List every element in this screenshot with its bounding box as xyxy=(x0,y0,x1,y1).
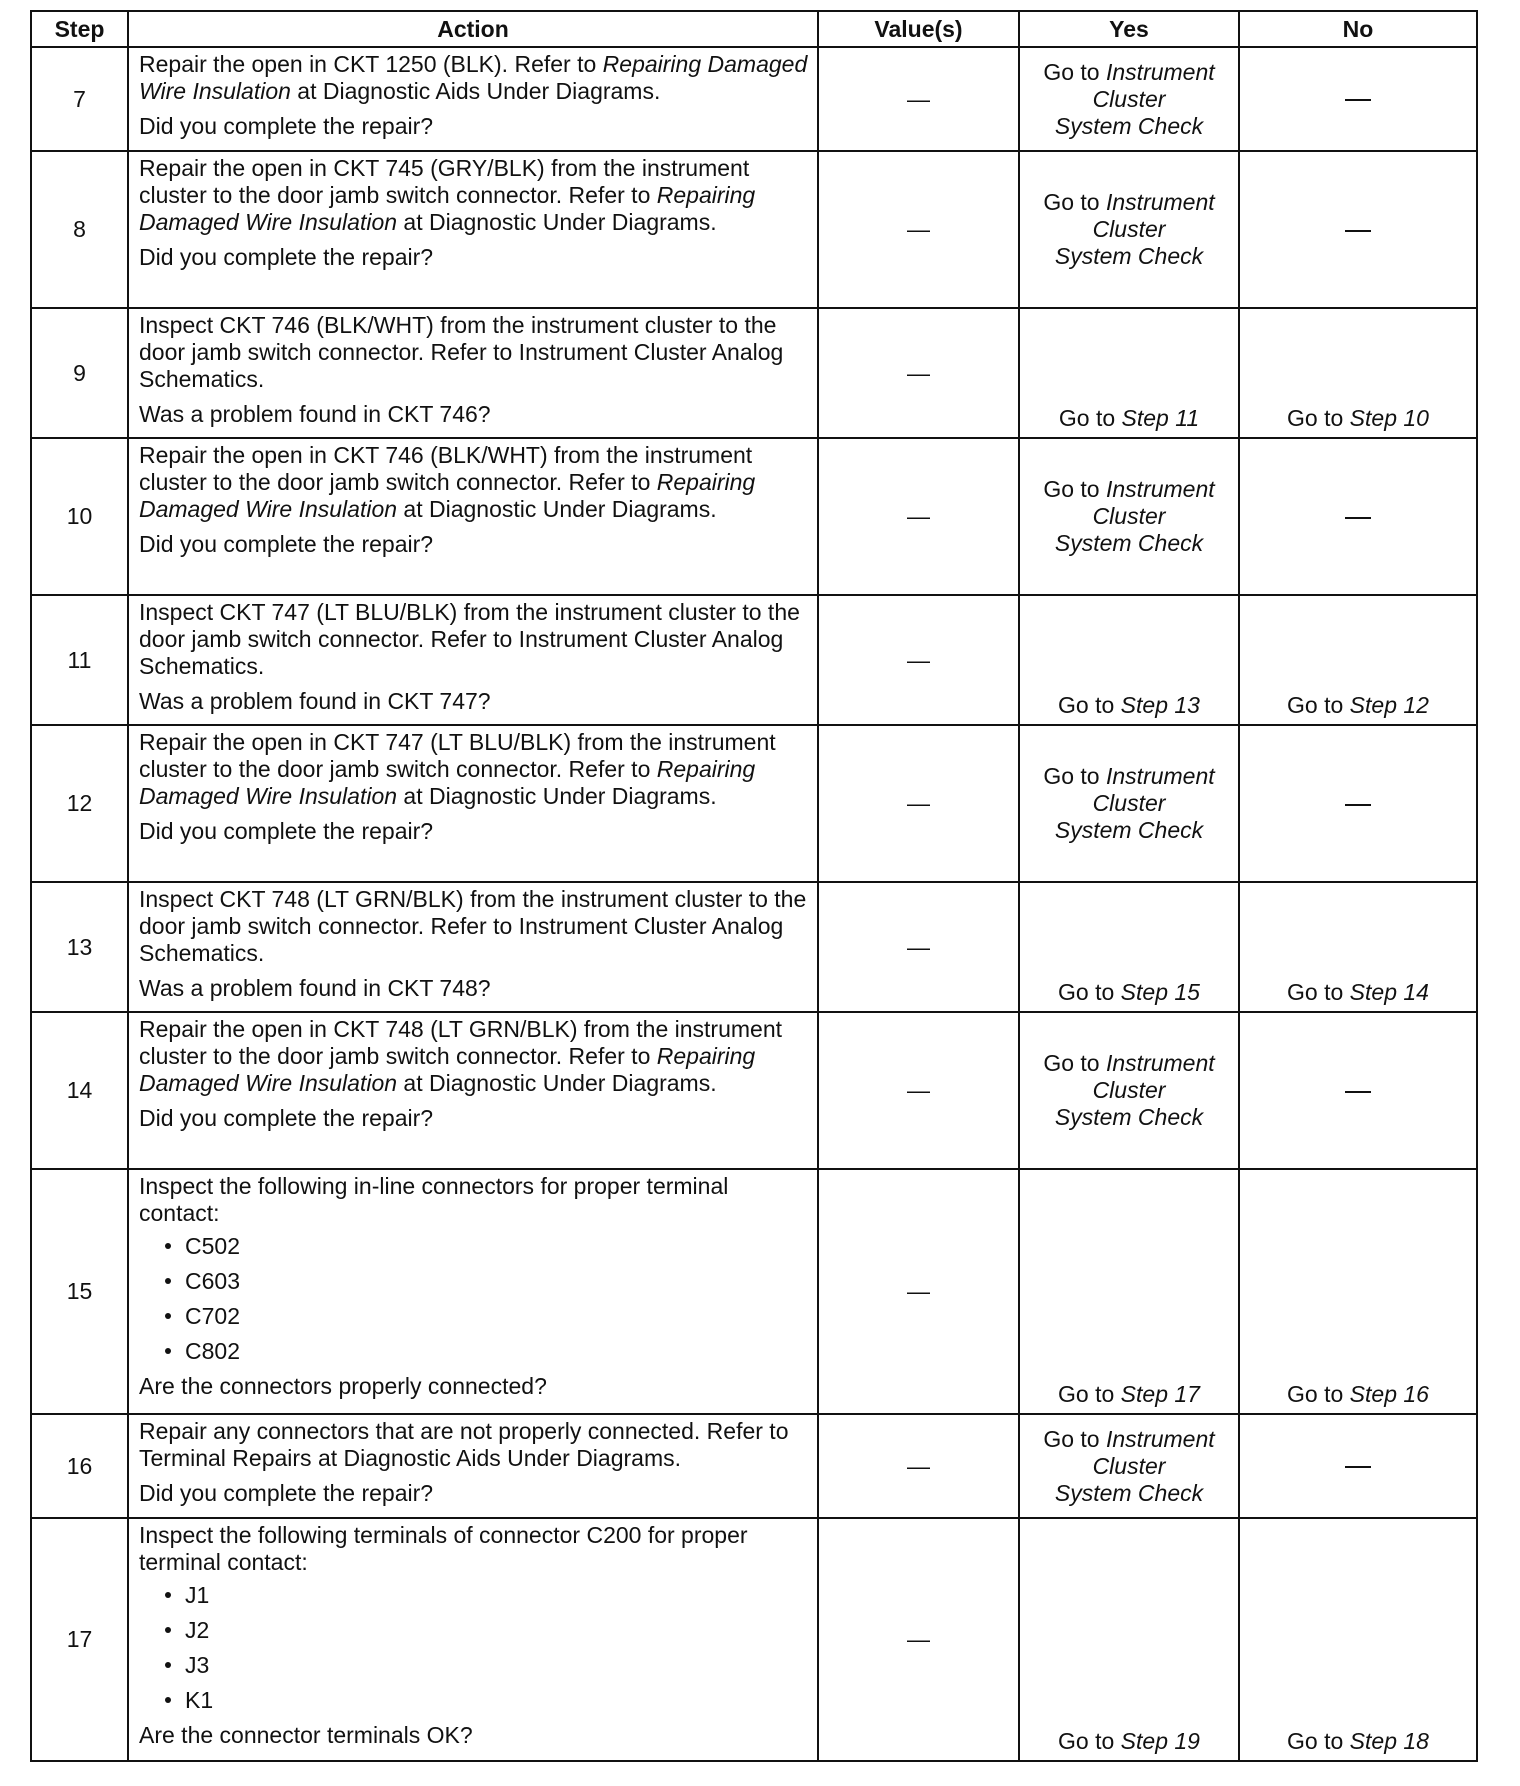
value-text: — xyxy=(907,1452,930,1479)
table-row xyxy=(31,1518,1477,1761)
table-row xyxy=(31,308,1477,438)
bullet-icon xyxy=(165,1627,171,1633)
yes-line-3[interactable]: System Check xyxy=(1054,1104,1204,1130)
yes-step-link[interactable]: Step 13 xyxy=(1120,692,1200,718)
yes-line-3[interactable]: System Check xyxy=(1054,817,1204,843)
yes-cell xyxy=(1019,47,1239,151)
yes-cell xyxy=(1019,308,1239,438)
no-step-link[interactable]: Step 18 xyxy=(1349,1728,1429,1754)
yes-line-2[interactable]: Cluster xyxy=(1092,85,1166,112)
table-row xyxy=(31,595,1477,725)
no-cell xyxy=(1239,308,1477,438)
yes-cell xyxy=(1019,438,1239,595)
action-text: at Diagnostic Under Diagrams. xyxy=(397,496,717,522)
yes-go-to: Go to xyxy=(1043,763,1106,789)
action-cell xyxy=(128,1414,818,1518)
dash-icon xyxy=(1345,804,1371,806)
step-cell: 15 xyxy=(31,1169,128,1414)
yes-link[interactable]: Instrument xyxy=(1106,763,1215,789)
diagnostic-table-container xyxy=(30,10,1478,1762)
no-go-to: Go to xyxy=(1287,405,1350,431)
header-action: Action xyxy=(128,11,818,47)
table-row xyxy=(31,1414,1477,1518)
yes-go-to: Go to xyxy=(1043,189,1106,215)
action-question: Did you complete the repair? xyxy=(139,244,434,270)
table-row xyxy=(31,151,1477,308)
bullet-text: K1 xyxy=(185,1687,214,1713)
value-cell xyxy=(818,1518,1019,1761)
header-row xyxy=(31,11,1477,47)
yes-step-link[interactable]: Step 17 xyxy=(1120,1381,1200,1407)
yes-go-to: Go to xyxy=(1058,1381,1121,1407)
no-cell xyxy=(1239,1169,1477,1414)
action-text: at Diagnostic Aids Under Diagrams. xyxy=(290,78,661,104)
action-cell xyxy=(128,308,818,438)
step-cell: 16 xyxy=(31,1414,128,1518)
yes-line-2[interactable]: Cluster xyxy=(1092,1452,1166,1479)
list-item xyxy=(165,1617,811,1644)
value-cell xyxy=(818,1169,1019,1414)
action-cell xyxy=(128,151,818,308)
yes-go-to: Go to xyxy=(1058,692,1121,718)
bullet-text: C502 xyxy=(185,1233,240,1259)
action-question: Did you complete the repair? xyxy=(139,113,434,139)
action-reference: Repairing Damaged Wire Insulation xyxy=(139,182,756,235)
table-row xyxy=(31,882,1477,1012)
list-item xyxy=(165,1582,811,1609)
action-instruction xyxy=(139,1173,811,1227)
action-question: Was a problem found in CKT 748? xyxy=(139,975,491,1001)
table-row xyxy=(31,438,1477,595)
action-cell xyxy=(128,1518,818,1761)
action-question: Did you complete the repair? xyxy=(139,818,434,844)
yes-line-1[interactable] xyxy=(1021,1426,1237,1453)
yes-line-1[interactable] xyxy=(1021,189,1237,216)
action-reference: Repairing Damaged Wire Insulation xyxy=(139,756,756,809)
yes-cell xyxy=(1019,1414,1239,1518)
no-cell xyxy=(1239,725,1477,882)
action-instruction xyxy=(139,599,811,680)
action-cell xyxy=(128,1012,818,1169)
action-instruction xyxy=(139,1522,811,1576)
yes-link[interactable]: Instrument xyxy=(1106,189,1215,215)
value-text: — xyxy=(907,1077,930,1103)
list-item xyxy=(165,1268,811,1295)
bullet-icon xyxy=(165,1243,171,1249)
yes-cell xyxy=(1019,725,1239,882)
table-row xyxy=(31,47,1477,151)
bullet-icon xyxy=(165,1697,171,1703)
yes-link[interactable]: Instrument xyxy=(1106,476,1215,502)
step-cell: 13 xyxy=(31,882,128,1012)
diagnostic-table xyxy=(30,10,1478,1762)
value-text: — xyxy=(907,790,930,816)
no-cell xyxy=(1239,1518,1477,1761)
action-cell xyxy=(128,1169,818,1414)
value-cell xyxy=(818,438,1019,595)
bullet-icon xyxy=(165,1348,171,1354)
action-text: Inspect CKT 748 (LT GRN/BLK) from the instrument cluster to the door jamb switch connector. Refer to Instrument Cluster Analog Schematics. xyxy=(139,886,807,966)
value-cell xyxy=(818,308,1019,438)
value-cell xyxy=(818,151,1019,308)
action-reference: Repairing Damaged Wire Insulation xyxy=(139,469,756,522)
yes-line-3[interactable]: System Check xyxy=(1054,1479,1204,1506)
step-cell: 11 xyxy=(31,595,128,725)
list-item xyxy=(165,1338,811,1365)
action-question: Are the connectors properly connected? xyxy=(139,1373,547,1399)
yes-line-1[interactable] xyxy=(1021,476,1237,503)
action-cell xyxy=(128,438,818,595)
action-question: Did you complete the repair? xyxy=(139,1105,434,1131)
action-reference: Repairing Damaged Wire Insulation xyxy=(139,1043,756,1096)
value-cell xyxy=(818,1414,1019,1518)
no-cell xyxy=(1239,1012,1477,1169)
bullet-icon xyxy=(165,1313,171,1319)
bullet-icon xyxy=(165,1278,171,1284)
action-instruction xyxy=(139,1418,811,1472)
action-question: Did you complete the repair? xyxy=(139,531,434,557)
bullet-icon xyxy=(165,1592,171,1598)
no-cell xyxy=(1239,151,1477,308)
yes-step-link[interactable]: Step 15 xyxy=(1120,979,1200,1005)
action-cell xyxy=(128,595,818,725)
action-text: Repair the open in CKT 747 (LT BLU/BLK) from the instrument cluster to the door jamb switch connector. Refer to xyxy=(139,729,776,782)
dash-icon xyxy=(1345,230,1371,232)
no-step-link[interactable]: Step 10 xyxy=(1349,405,1429,431)
yes-cell xyxy=(1019,595,1239,725)
action-cell xyxy=(128,725,818,882)
action-instruction xyxy=(139,442,811,523)
bullet-icon xyxy=(165,1662,171,1668)
action-cell xyxy=(128,47,818,151)
action-question: Was a problem found in CKT 747? xyxy=(139,688,491,714)
action-question: Did you complete the repair? xyxy=(139,1480,434,1506)
step-cell: 17 xyxy=(31,1518,128,1761)
yes-cell xyxy=(1019,882,1239,1012)
action-instruction xyxy=(139,886,811,967)
yes-go-to: Go to xyxy=(1043,1050,1106,1076)
action-text: at Diagnostic Under Diagrams. xyxy=(397,783,717,809)
no-step-link[interactable]: Step 12 xyxy=(1349,692,1429,718)
no-go-to: Go to xyxy=(1287,979,1350,1005)
bullet-text: C603 xyxy=(185,1268,240,1294)
yes-cell xyxy=(1019,151,1239,308)
yes-line-1[interactable] xyxy=(1021,59,1237,86)
yes-link[interactable]: Instrument xyxy=(1106,1050,1215,1076)
bullet-text: C702 xyxy=(185,1303,240,1329)
yes-line-3[interactable]: System Check xyxy=(1054,112,1204,139)
action-text: Repair the open in CKT 745 (GRY/BLK) from the instrument cluster to the door jamb switch connector. Refer to xyxy=(139,155,750,208)
yes-line-1[interactable] xyxy=(1021,763,1237,790)
action-instruction xyxy=(139,1016,811,1097)
value-cell xyxy=(818,47,1019,151)
yes-cell xyxy=(1019,1012,1239,1169)
yes-line-3[interactable]: System Check xyxy=(1054,530,1204,556)
header-no: No xyxy=(1239,11,1477,47)
action-question: Are the connector terminals OK? xyxy=(139,1722,473,1748)
yes-line-2[interactable]: Cluster xyxy=(1092,790,1166,816)
action-text: at Diagnostic Under Diagrams. xyxy=(397,1070,717,1096)
yes-cell xyxy=(1019,1518,1239,1761)
step-cell: 9 xyxy=(31,308,128,438)
action-text: Inspect the following in-line connectors for proper terminal contact: xyxy=(139,1173,729,1226)
action-instruction xyxy=(139,155,811,236)
table-row xyxy=(31,725,1477,882)
action-bullet-list xyxy=(139,1233,811,1365)
action-instruction xyxy=(139,51,811,105)
action-text: Inspect the following terminals of connector C200 for proper terminal contact: xyxy=(139,1522,748,1575)
no-go-to: Go to xyxy=(1287,1728,1350,1754)
yes-go-to: Go to xyxy=(1058,405,1122,431)
yes-line-1[interactable] xyxy=(1021,1050,1237,1077)
no-go-to: Go to xyxy=(1287,692,1350,718)
action-text: Repair the open in CKT 748 (LT GRN/BLK) from the instrument cluster to the door jamb switch connector. Refer to xyxy=(139,1016,783,1069)
value-text: — xyxy=(907,1626,930,1652)
step-cell: 8 xyxy=(31,151,128,308)
yes-step-link[interactable]: Step 19 xyxy=(1120,1728,1200,1754)
value-text: — xyxy=(907,85,930,112)
no-step-link[interactable]: Step 14 xyxy=(1349,979,1429,1005)
dash-icon xyxy=(1345,1466,1371,1468)
action-text: Repair the open in CKT 1250 (BLK). Refer to xyxy=(139,51,603,77)
step-cell: 14 xyxy=(31,1012,128,1169)
header-yes: Yes xyxy=(1019,11,1239,47)
dash-icon xyxy=(1345,99,1371,101)
action-instruction xyxy=(139,312,811,393)
no-step-link[interactable]: Step 16 xyxy=(1349,1381,1429,1407)
no-cell xyxy=(1239,47,1477,151)
list-item xyxy=(165,1303,811,1330)
bullet-text: J3 xyxy=(185,1652,210,1678)
yes-cell xyxy=(1019,1169,1239,1414)
yes-line-2[interactable]: Cluster xyxy=(1092,1077,1166,1103)
no-cell xyxy=(1239,595,1477,725)
no-cell xyxy=(1239,1414,1477,1518)
action-text: Inspect CKT 747 (LT BLU/BLK) from the instrument cluster to the door jamb switch connector. Refer to Instrument Cluster Analog Schematics. xyxy=(139,599,800,679)
value-text: — xyxy=(907,503,930,529)
list-item xyxy=(165,1652,811,1679)
no-cell xyxy=(1239,882,1477,1012)
yes-line-2[interactable]: Cluster xyxy=(1092,503,1166,529)
bullet-text: J2 xyxy=(185,1617,210,1643)
yes-step-link[interactable]: Step 11 xyxy=(1121,405,1200,431)
action-reference: Repairing Damaged Wire Insulation xyxy=(139,51,808,104)
value-text: — xyxy=(907,216,930,242)
yes-go-to: Go to xyxy=(1043,476,1106,502)
action-text: Repair the open in CKT 746 (BLK/WHT) from the instrument cluster to the door jamb switch connector. Refer to xyxy=(139,442,753,495)
table-body xyxy=(31,47,1477,1761)
yes-line-3[interactable]: System Check xyxy=(1054,243,1204,269)
header-step: Step xyxy=(31,11,128,47)
action-cell xyxy=(128,882,818,1012)
action-bullet-list xyxy=(139,1582,811,1714)
table-row xyxy=(31,1169,1477,1414)
header-value: Value(s) xyxy=(818,11,1019,47)
value-text: — xyxy=(907,359,930,386)
value-cell xyxy=(818,882,1019,1012)
step-cell: 7 xyxy=(31,47,128,151)
yes-link[interactable]: Instrument xyxy=(1106,58,1215,85)
list-item xyxy=(165,1687,811,1714)
action-instruction xyxy=(139,729,811,810)
step-cell: 10 xyxy=(31,438,128,595)
value-cell xyxy=(818,725,1019,882)
value-text: — xyxy=(907,933,930,960)
yes-go-to: Go to xyxy=(1058,979,1121,1005)
value-cell xyxy=(818,595,1019,725)
bullet-text: J1 xyxy=(185,1582,210,1608)
yes-line-2[interactable]: Cluster xyxy=(1092,216,1166,242)
dash-icon xyxy=(1345,517,1371,519)
no-go-to: Go to xyxy=(1287,1381,1350,1407)
yes-go-to: Go to xyxy=(1058,1728,1121,1754)
action-question: Was a problem found in CKT 746? xyxy=(139,401,491,427)
value-cell xyxy=(818,1012,1019,1169)
action-text: at Diagnostic Under Diagrams. xyxy=(397,209,717,235)
action-text: Repair any connectors that are not properly connected. Refer to Terminal Repairs at Diagnostic Aids Under Diagrams. xyxy=(139,1418,789,1471)
list-item xyxy=(165,1233,811,1260)
value-text: — xyxy=(907,1278,930,1304)
yes-go-to: Go to xyxy=(1043,1425,1106,1452)
action-text: Inspect CKT 746 (BLK/WHT) from the instrument cluster to the door jamb switch connector. Refer to Instrument Cluster Analog Schematics. xyxy=(139,312,784,392)
dash-icon xyxy=(1345,1091,1371,1093)
yes-link[interactable]: Instrument xyxy=(1106,1425,1215,1452)
yes-go-to: Go to xyxy=(1043,58,1106,85)
table-row xyxy=(31,1012,1477,1169)
bullet-text: C802 xyxy=(185,1338,240,1364)
no-cell xyxy=(1239,438,1477,595)
value-text: — xyxy=(907,646,930,673)
step-cell: 12 xyxy=(31,725,128,882)
